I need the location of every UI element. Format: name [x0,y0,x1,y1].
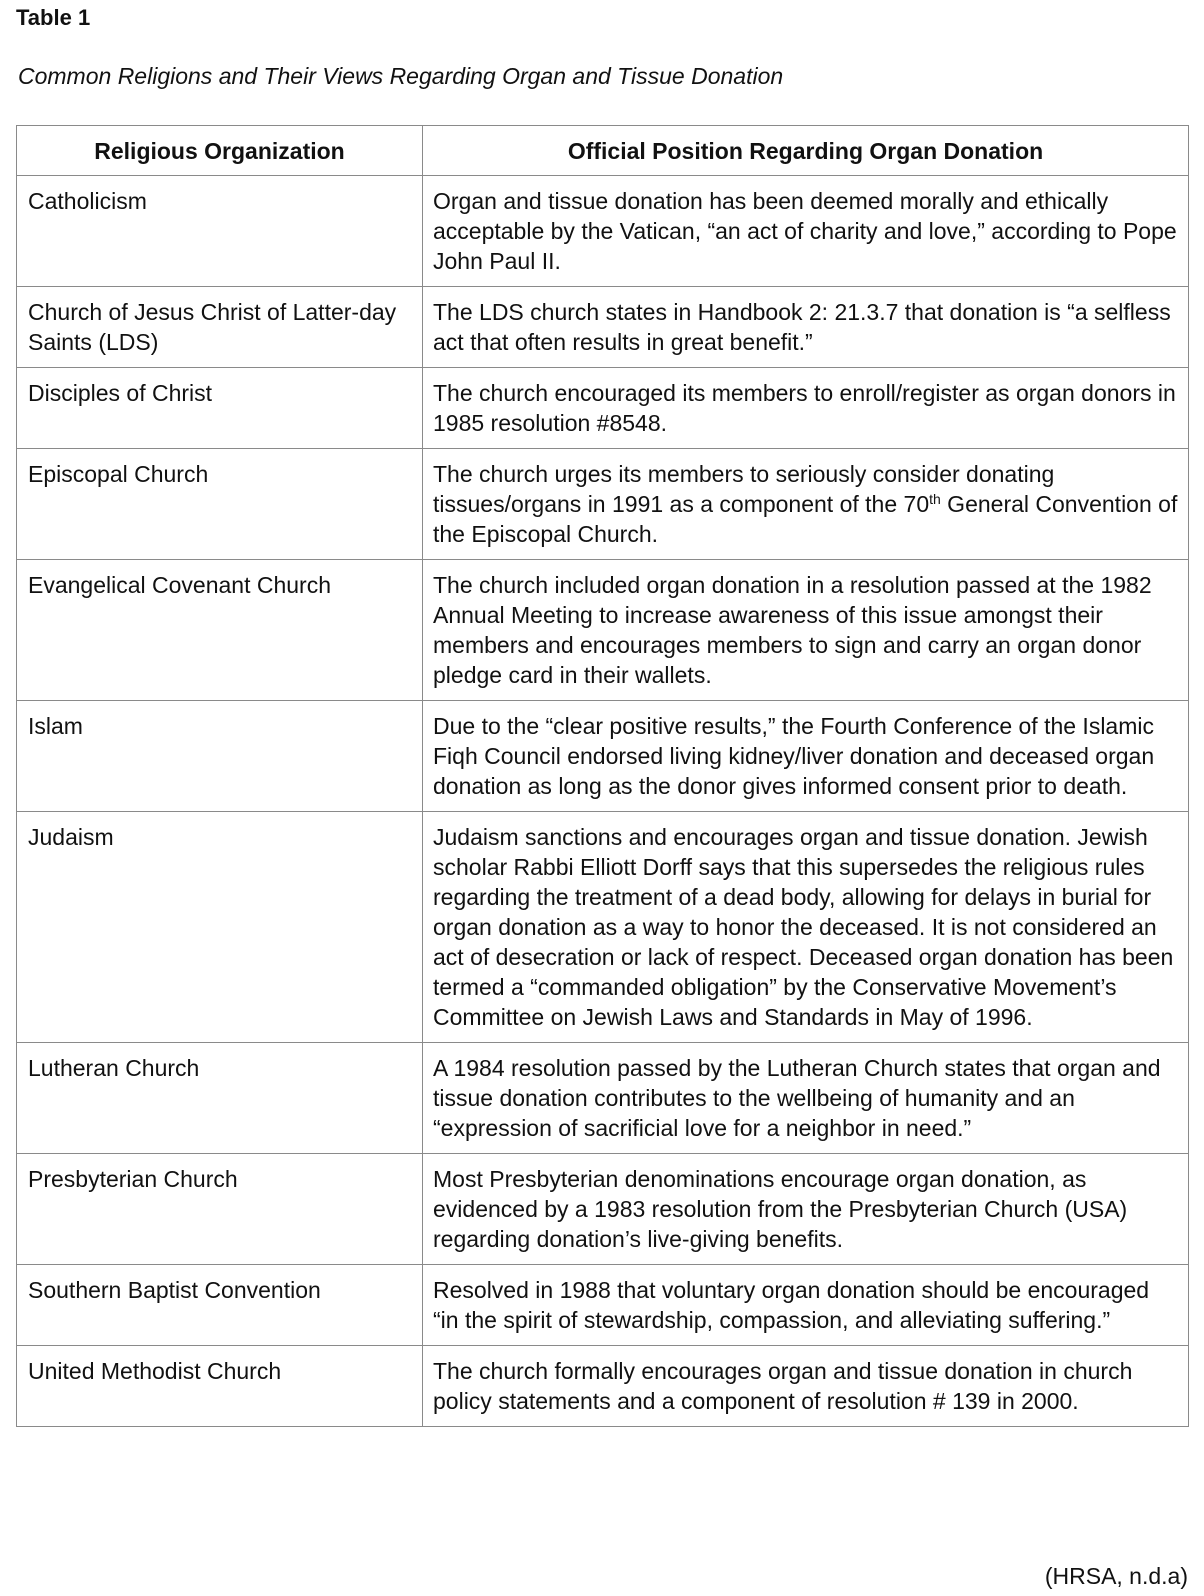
table-row [17,1346,1189,1427]
position-cell: Organ and tissue donation has been deemed morally and ethically acceptable by the Vatican, “an act of charity and love,” according to Pope John Paul II. [423,176,1189,287]
ordinal-superscript: th [929,491,941,507]
table-row [17,812,1189,1043]
table-row [17,287,1189,368]
source-citation: (HRSA, n.d.a) [1044,1563,1188,1589]
position-cell: Most Presbyterian denominations encourage organ donation, as evidenced by a 1983 resolution from the Presbyterian Church (USA) regarding donation’s live-giving benefits. [423,1154,1189,1265]
header-organization: Religious Organization [17,126,423,176]
position-text-part: General Convention of the Episcopal Church. [433,491,1178,547]
position-cell: The church included organ donation in a resolution passed at the 1982 Annual Meeting to increase awareness of this issue amongst their members and encourages members to sign and carry an organ donor pledge card in their wallets. [423,560,1189,701]
table-label: Table 1 [16,5,91,30]
organization-cell: Judaism [17,812,423,1043]
table-row [17,560,1189,701]
header-position: Official Position Regarding Organ Donation [423,126,1189,176]
table-row [17,449,1189,560]
organization-cell: Presbyterian Church [17,1154,423,1265]
table-row [17,701,1189,812]
organization-cell: Lutheran Church [17,1043,423,1154]
position-cell: Due to the “clear positive results,” the Fourth Conference of the Islamic Fiqh Council endorsed living kidney/liver donation and deceased organ donation as long as the donor gives informed consent prior to death. [423,701,1189,812]
table-row [17,1043,1189,1154]
position-cell: A 1984 resolution passed by the Lutheran Church states that organ and tissue donation contributes to the wellbeing of humanity and an “expression of sacrificial love for a neighbor in need.” [423,1043,1189,1154]
position-text-part: The church urges its members to seriously consider donating tissues/organs in 1991 as a component of the 70 [433,461,1055,517]
table-caption: Common Religions and Their Views Regarding Organ and Tissue Donation [18,63,784,89]
position-cell: Judaism sanctions and encourages organ and tissue donation. Jewish scholar Rabbi Elliott Dorff says that this supersedes the religious rules regarding the treatment of a dead body, allowing for delays in burial for organ donation as a way to honor the deceased. It is not considered an act of desecration or lack of respect. Deceased organ donation has been termed a “commanded obligation” by the Conservative Movement’s Committee on Jewish Laws and Standards in May of 1996. [423,812,1189,1043]
organization-cell: Episcopal Church [17,449,423,560]
organization-cell: Islam [17,701,423,812]
organization-cell: Catholicism [17,176,423,287]
table-row [17,368,1189,449]
table-row [17,1154,1189,1265]
table-header-row [17,126,1189,176]
position-cell: Resolved in 1988 that voluntary organ donation should be encouraged “in the spirit of stewardship, compassion, and alleviating suffering.” [423,1265,1189,1346]
organization-cell: Disciples of Christ [17,368,423,449]
table-row [17,1265,1189,1346]
position-cell [423,449,1189,560]
organization-cell: Southern Baptist Convention [17,1265,423,1346]
organization-cell: United Methodist Church [17,1346,423,1427]
position-cell: The church formally encourages organ and tissue donation in church policy statements and a component of resolution # 139 in 2000. [423,1346,1189,1427]
position-cell: The LDS church states in Handbook 2: 21.3.7 that donation is “a selfless act that often results in great benefit.” [423,287,1189,368]
organization-cell: Church of Jesus Christ of Latter-day Saints (LDS) [17,287,423,368]
organization-cell: Evangelical Covenant Church [17,560,423,701]
position-cell: The church encouraged its members to enroll/register as organ donors in 1985 resolution #8548. [423,368,1189,449]
table-row [17,176,1189,287]
religions-table [16,125,1189,1427]
